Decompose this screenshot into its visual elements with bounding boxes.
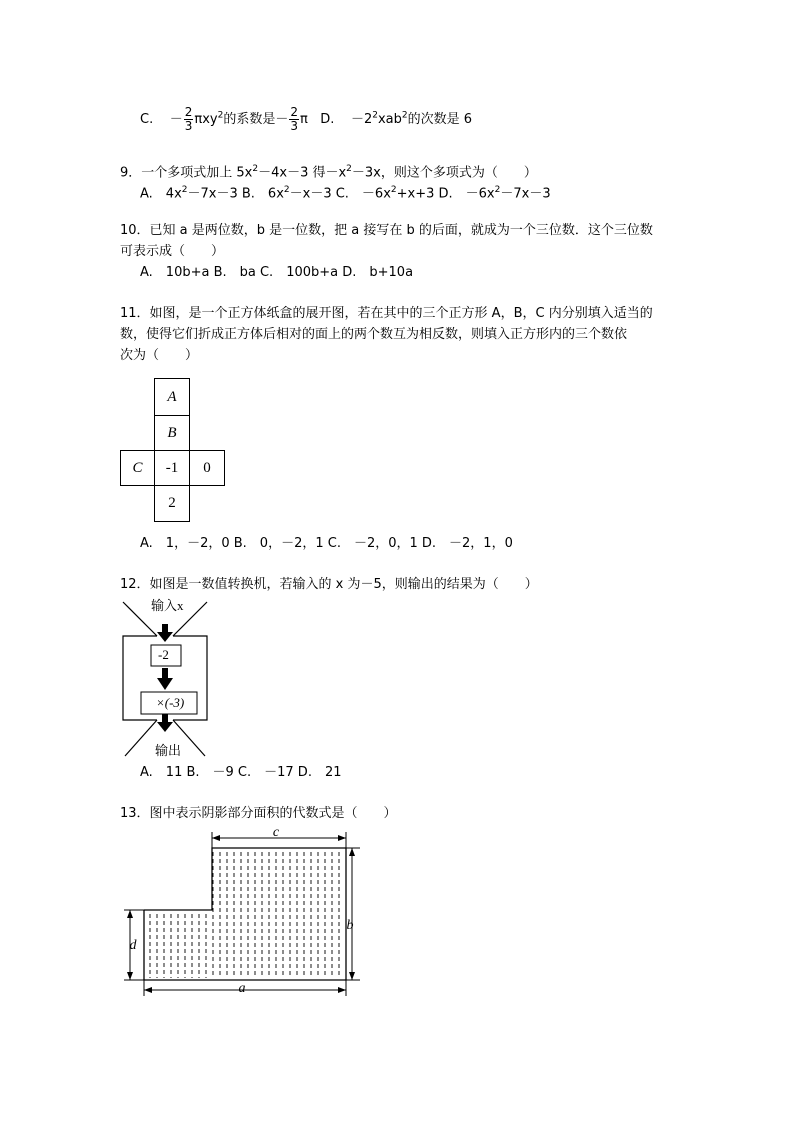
dim-label-c: c [272, 828, 280, 840]
arrow-down-icon [157, 714, 173, 732]
q13-stem: 13．图中表示阴影部分面积的代数式是（ ） [120, 806, 397, 821]
q8-fraction-2: $\frac{2}{3}$ [290, 105, 299, 133]
machine-input-label: 输入x [151, 598, 184, 613]
q11-options: A. 1，－2，0 B. 0，－2，1 C. －2，0，1 D. －2，1，0 [140, 536, 513, 551]
q11-stem-line3: 次为（ ） [120, 348, 199, 363]
q8-options: C. － $\frac{2}{3}$ πxy$^2$的系数是－ $\frac{2}{3}$ π D. $-2^2xab^2$的次数是 6 [140, 105, 473, 133]
q12-stem: 12．如图是一数值转换机，若输入的 x 为－5，则输出的结果为（ ） [120, 577, 538, 592]
machine-output-label: 输出 [155, 743, 182, 758]
dim-label-b: b [346, 918, 354, 933]
q11-stem-line2: 数，使得它们折成正方体后相对的面上的两个数互为相反数，则填入正方形内的三个数依 [120, 327, 628, 342]
cube-cell-neg1: -1 [154, 450, 190, 486]
shape-outline [144, 848, 346, 980]
cube-cell-a: A [154, 378, 190, 416]
q11-stem-line1: 11．如图，是一个正方体纸盒的展开图，若在其中的三个正方形 A，B，C 内分别填入适当的 [120, 306, 653, 321]
arrow-down-icon [157, 668, 173, 690]
q10-stem-line2: 可表示成（ ） [120, 244, 225, 259]
q9-stem: 9．一个多项式加上 $5x^2-4x-3$ 得$-x^2-3x$，则这个多项式为（ ） [120, 164, 537, 181]
cube-cell-two: 2 [154, 485, 190, 522]
q12-options: A. 11 B. －9 C. －17 D. 21 [140, 765, 342, 780]
q8-fraction: $\frac{2}{3}$ [184, 105, 193, 133]
dim-label-d: d [129, 938, 137, 953]
cube-cell-zero: 0 [189, 450, 225, 486]
q10-options: A. 10b+a B. ba C. 100b+a D. b+10a [140, 265, 414, 280]
cube-cell-b: B [154, 415, 190, 451]
hatch-lines [150, 852, 339, 978]
shaded-area-figure [120, 828, 380, 1008]
q8-option-c-label: C. [140, 112, 154, 127]
machine-step2: ×(-3) [156, 695, 185, 710]
machine-step1: -2 [158, 647, 169, 662]
q9-options: A. $4x^2-7x-3$ B. $6x^2-x-3$ C. $-6x^2+x+3$ D. $-6x^2-7x-3$ [140, 185, 551, 202]
q10-stem-line1: 10．已知 a 是两位数，b 是一位数，把 a 接写在 b 的后面，就成为一个三位数．这个三位数 [120, 223, 653, 238]
arrow-down-icon [157, 624, 173, 642]
q8-option-d-label: D. [320, 112, 335, 127]
cube-cell-c: C [120, 450, 155, 486]
dim-label-a: a [238, 981, 246, 996]
